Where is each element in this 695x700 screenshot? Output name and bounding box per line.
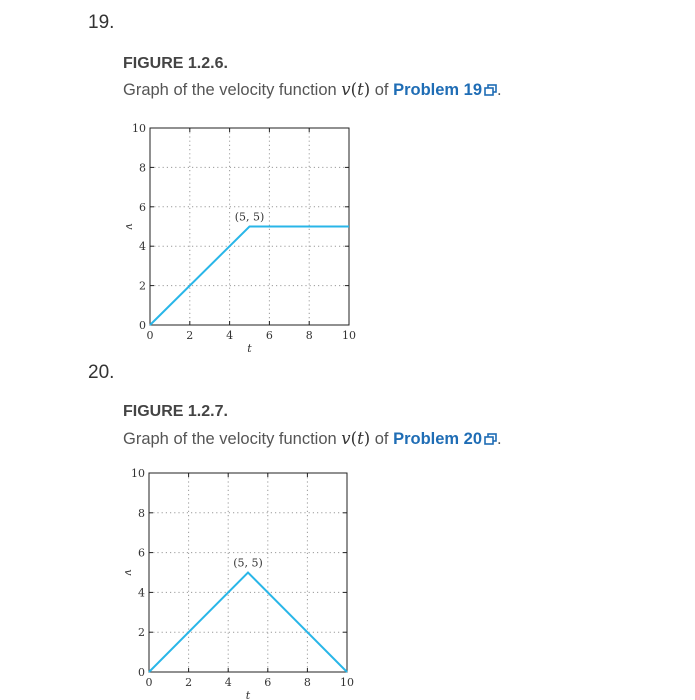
velocity-series-line: [149, 573, 347, 673]
x-tick-label: 4: [226, 329, 234, 342]
math-function: v: [341, 80, 351, 99]
caption-middle: of: [370, 430, 394, 448]
caption-end: .: [497, 81, 502, 99]
x-tick-label: 6: [264, 676, 272, 689]
y-tick-label: 10: [132, 122, 146, 135]
math-open-paren: (: [350, 80, 358, 99]
figure-title: FIGURE 1.2.6.: [123, 55, 228, 72]
problem-link-label: Problem 19: [393, 81, 483, 99]
x-tick-label: 8: [303, 676, 311, 689]
x-tick-label: 6: [265, 329, 273, 342]
x-tick-label: 0: [146, 329, 154, 342]
x-tick-label: 10: [342, 329, 356, 342]
y-tick-label: 8: [138, 506, 145, 520]
point-annotation-label: (5, 5): [234, 210, 265, 224]
y-tick-label: 0: [138, 666, 145, 679]
y-tick-label: 2: [138, 626, 145, 640]
x-axis-label: t: [245, 689, 251, 700]
caption-end: .: [497, 430, 502, 448]
problem-number: 20.: [88, 362, 115, 383]
problem-link-label: Problem 20: [393, 430, 483, 448]
y-tick-label: 6: [138, 546, 145, 560]
caption-middle: of: [370, 81, 394, 99]
y-tick-label: 6: [139, 200, 146, 214]
x-tick-label: 2: [185, 676, 193, 689]
y-axis-label: v: [122, 569, 135, 576]
math-open-paren: (: [350, 429, 358, 448]
velocity-series-line: [150, 227, 349, 326]
point-annotation-label: (5, 5): [233, 556, 263, 570]
y-tick-label: 4: [139, 240, 146, 254]
x-tick-label: 4: [224, 676, 232, 689]
caption-prefix: Graph of the velocity function: [123, 430, 342, 448]
y-tick-label: 10: [131, 467, 145, 480]
y-tick-label: 8: [139, 161, 146, 175]
x-tick-label: 8: [305, 329, 313, 342]
math-close-paren: ): [363, 80, 371, 99]
problem-number: 19.: [88, 12, 115, 33]
math-variable: t: [357, 80, 364, 99]
x-tick-label: 10: [340, 676, 354, 689]
math-variable: t: [357, 429, 364, 448]
y-tick-label: 2: [139, 279, 146, 293]
y-axis-label: v: [123, 223, 136, 230]
caption-prefix: Graph of the velocity function: [123, 81, 342, 99]
y-tick-label: 0: [139, 319, 146, 332]
figure-title: FIGURE 1.2.7.: [123, 403, 228, 420]
velocity-chart-problem-20: [0, 350, 695, 700]
x-tick-label: 2: [186, 329, 194, 342]
x-tick-label: 0: [145, 676, 153, 689]
math-function: v: [341, 429, 351, 448]
math-close-paren: ): [363, 429, 371, 448]
x-axis-label: t: [247, 342, 252, 355]
y-tick-label: 4: [138, 586, 145, 600]
